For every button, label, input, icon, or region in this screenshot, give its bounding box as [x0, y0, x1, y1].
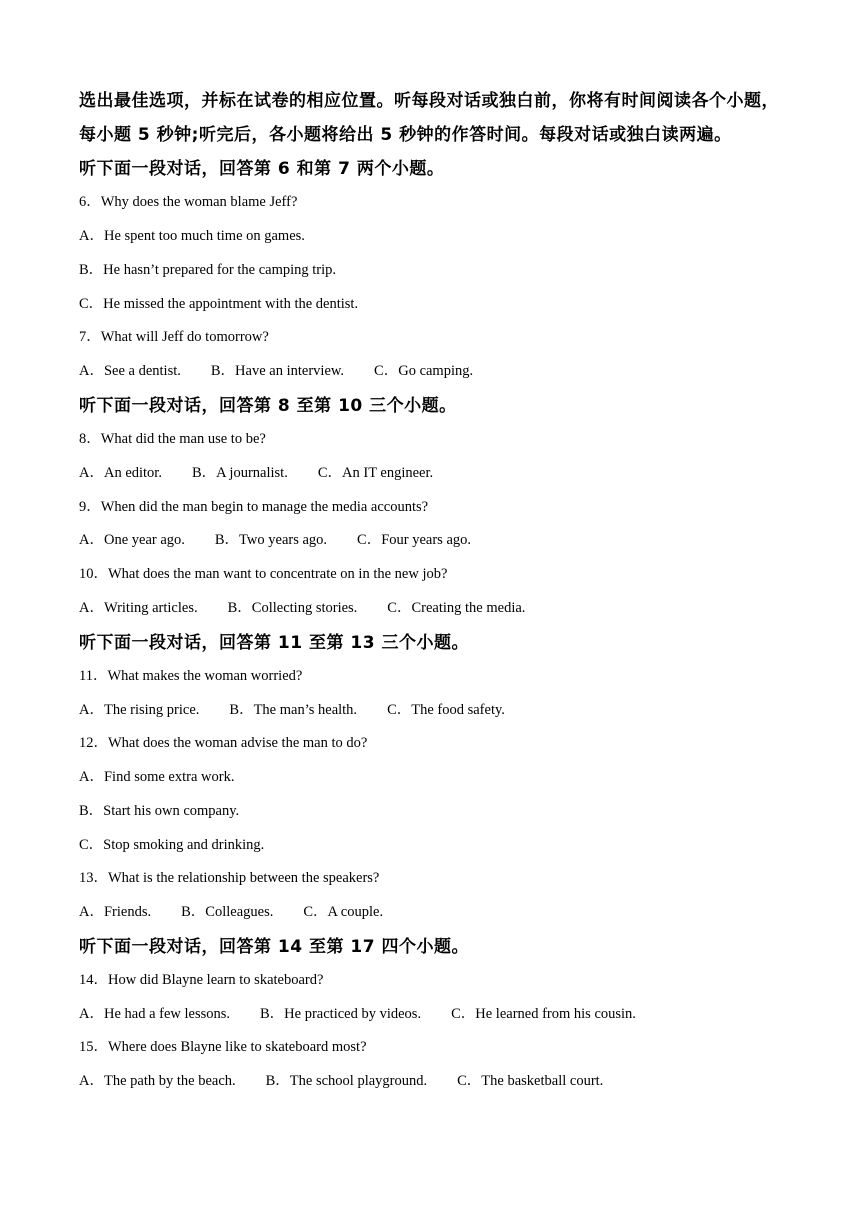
- question-7-options: [79, 359, 503, 380]
- question-8-option-a: A．An editor.: [79, 465, 162, 481]
- question-15-option-c: C．The basketball court.: [457, 1073, 604, 1089]
- question-14-options: [79, 1002, 666, 1023]
- question-9-option-b: B．Two years ago.: [214, 532, 328, 548]
- question-15-options: [79, 1069, 633, 1090]
- question-9-option-c: C．Four years ago.: [357, 532, 472, 548]
- question-11-option-b: B．The man’s health.: [229, 702, 358, 718]
- section-heading-6-7: 听下面一段对话，回答第 6 和第 7 两个小题。: [79, 159, 445, 179]
- question-14-option-b: B．He practiced by videos.: [260, 1006, 422, 1022]
- question-15-option-a: A．The path by the beach.: [79, 1073, 236, 1089]
- question-15-stem: 15．Where does Blayne like to skateboard most?: [79, 1039, 367, 1055]
- question-12-stem: 12．What does the woman advise the man to do?: [79, 735, 368, 751]
- question-8-options: [79, 461, 463, 482]
- question-8-option-b: B．A journalist.: [191, 465, 288, 481]
- question-13-option-a: A．Friends.: [79, 904, 152, 920]
- question-8-option-c: C．An IT engineer.: [317, 465, 434, 481]
- question-12-option-a: A．Find some extra work.: [79, 769, 235, 785]
- question-14-option-c: C．He learned from his cousin.: [451, 1006, 636, 1022]
- question-10-option-a: A．Writing articles.: [79, 600, 198, 616]
- section-heading-14-17: 听下面一段对话，回答第 14 至第 17 四个小题。: [79, 937, 469, 957]
- question-6-option-c: C．He missed the appointment with the dentist.: [79, 296, 359, 312]
- question-9-option-a: A．One year ago.: [79, 532, 185, 548]
- question-13-options: [79, 900, 413, 921]
- question-14-stem: 14．How did Blayne learn to skateboard?: [79, 972, 324, 988]
- section-heading-8-10: 听下面一段对话，回答第 8 至第 10 三个小题。: [79, 396, 457, 416]
- question-11-options: [79, 698, 535, 719]
- question-6-stem: 6．Why does the woman blame Jeff?: [79, 194, 298, 210]
- question-7-option-a: A．See a dentist.: [79, 363, 181, 379]
- question-12-option-c: C．Stop smoking and drinking.: [79, 837, 265, 853]
- question-11-stem: 11．What makes the woman worried?: [79, 668, 303, 684]
- question-10-option-b: B．Collecting stories.: [227, 600, 358, 616]
- question-15-option-b: B．The school playground.: [265, 1073, 428, 1089]
- section-heading-11-13: 听下面一段对话，回答第 11 至第 13 三个小题。: [79, 633, 469, 653]
- question-6-option-a: A．He spent too much time on games.: [79, 228, 305, 244]
- question-11-option-a: A．The rising price.: [79, 702, 200, 718]
- question-7-option-c: C．Go camping.: [374, 363, 474, 379]
- question-14-option-a: A．He had a few lessons.: [79, 1006, 231, 1022]
- question-9-options: [79, 528, 501, 549]
- question-7-stem: 7．What will Jeff do tomorrow?: [79, 329, 269, 345]
- instructions-line-1: 选出最佳选项，并标在试卷的相应位置。听每段对话或独白前，你将有时间阅读各个小题，: [79, 91, 779, 111]
- question-8-stem: 8．What did the man use to be?: [79, 431, 266, 447]
- question-13-stem: 13．What is the relationship between the speakers?: [79, 870, 380, 886]
- question-12-option-b: B．Start his own company.: [79, 803, 240, 819]
- question-13-option-c: C．A couple.: [303, 904, 384, 920]
- question-13-option-b: B．Colleagues.: [181, 904, 274, 920]
- instructions-line-2: 每小题 5 秒钟;听完后，各小题将给出 5 秒钟的作答时间。每段对话或独白读两遍。: [79, 125, 732, 145]
- question-7-option-b: B．Have an interview.: [210, 363, 345, 379]
- question-6-option-b: B．He hasn’t prepared for the camping trip.: [79, 262, 337, 278]
- question-10-stem: 10．What does the man want to concentrate on in the new job?: [79, 566, 448, 582]
- question-10-option-c: C．Creating the media.: [387, 600, 526, 616]
- question-11-option-c: C．The food safety.: [387, 702, 505, 718]
- question-9-stem: 9．When did the man begin to manage the media accounts?: [79, 499, 429, 515]
- question-10-options: [79, 596, 555, 617]
